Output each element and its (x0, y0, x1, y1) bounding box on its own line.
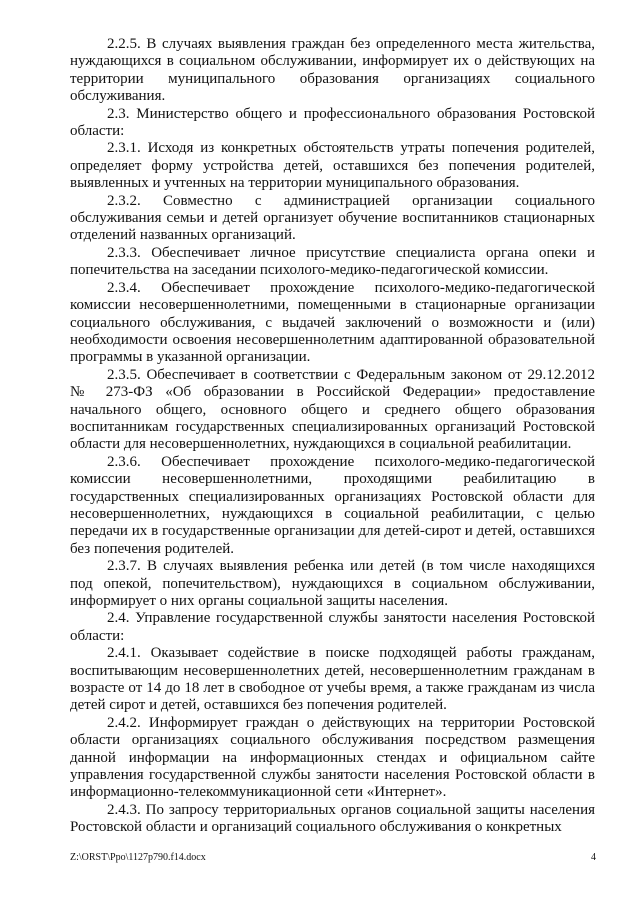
paragraph-2-3-7: 2.3.7. В случаях выявления ребенка или детей (в том числе находящихся под опекой, попечительством), нуждающихся в социальном обслуживании, информирует о них органы социальной защиты населения. (70, 558, 595, 609)
paragraph-2-4-3: 2.4.3. По запросу территориальных органов социальной защиты населения Ростовской области и организаций социального обслуживания о конкретных (70, 801, 595, 836)
paragraph-2-3-3: 2.3.3. Обеспечивает личное присутствие специалиста органа опеки и попечительства на заседании психолого-медико-педагогической комиссии. (70, 244, 595, 279)
paragraph-2-3-4: 2.3.4. Обеспечивает прохождение психолого-медико-педагогической комиссии несовершеннолетними, помещенными в стационарные организации социального обслуживания, с выдачей заключений о возможности и (или) необходимости освоения несовершеннолетним адаптированной образовательной программы в указанной организации. (70, 279, 595, 366)
paragraph-2-2-5: 2.2.5. В случаях выявления граждан без определенного места жительства, нуждающихся в социальном обслуживании, информирует их о действующих на территории муниципального образования организациях социального обслуживания. (70, 36, 595, 105)
document-body (70, 36, 595, 837)
paragraph-2-4: 2.4. Управление государственной службы занятости населения Ростовской области: (70, 610, 595, 644)
paragraph-2-3-2: 2.3.2. Совместно с администрацией организации социального обслуживания семьи и детей организует обучение воспитанников стационарных отделений названных организаций. (70, 192, 595, 244)
paragraph-2-4-2: 2.4.2. Информирует граждан о действующих на территории Ростовской области организациях социального обслуживания посредством размещения данной информации на информационных стендах и официальном сайте управления государственной службы занятости населения Ростовской области в информационно-телекоммуникационной сети «Интернет». (70, 714, 595, 801)
footer-page-number: 4 (591, 852, 596, 863)
paragraph-2-4-1: 2.4.1. Оказывает содействие в поиске подходящей работы гражданам, воспитывающим несовершеннолетних детей, несовершеннолетним гражданам в возрасте от 14 до 18 лет в свободное от учебы время, а также гражданам из числа детей сирот и детей, оставшихся без попечения родителей. (70, 645, 595, 714)
footer-file-path: Z:\ORST\Ppo\1127p790.f14.docx (70, 852, 206, 863)
paragraph-2-3: 2.3. Министерство общего и профессионального образования Ростовской области: (70, 105, 595, 140)
paragraph-2-3-1: 2.3.1. Исходя из конкретных обстоятельств утраты попечения родителей, определяет форму устройства детей, оставшихся без попечения родителей, выявленных и учтенных на территории муниципального образования. (70, 140, 595, 192)
paragraph-2-3-5: 2.3.5. Обеспечивает в соответствии с Федеральным законом от 29.12.2012 № 273-ФЗ «Об образовании в Российской Федерации» предоставление начального общего, основного общего и среднего общего образования воспитанникам государственных специализированных организаций Ростовской области для несовершеннолетних, нуждающихся в социальной реабилитации. (70, 366, 595, 453)
paragraph-2-3-6: 2.3.6. Обеспечивает прохождение психолого-медико-педагогической комиссии несовершеннолетними, проходящими реабилитацию в государственных специализированных организациях Ростовской области для несовершеннолетних, нуждающихся в социальной реабилитации, с целью передачи их в государственные организации для детей-сирот и детей, оставшихся без попечения родителей. (70, 453, 595, 557)
